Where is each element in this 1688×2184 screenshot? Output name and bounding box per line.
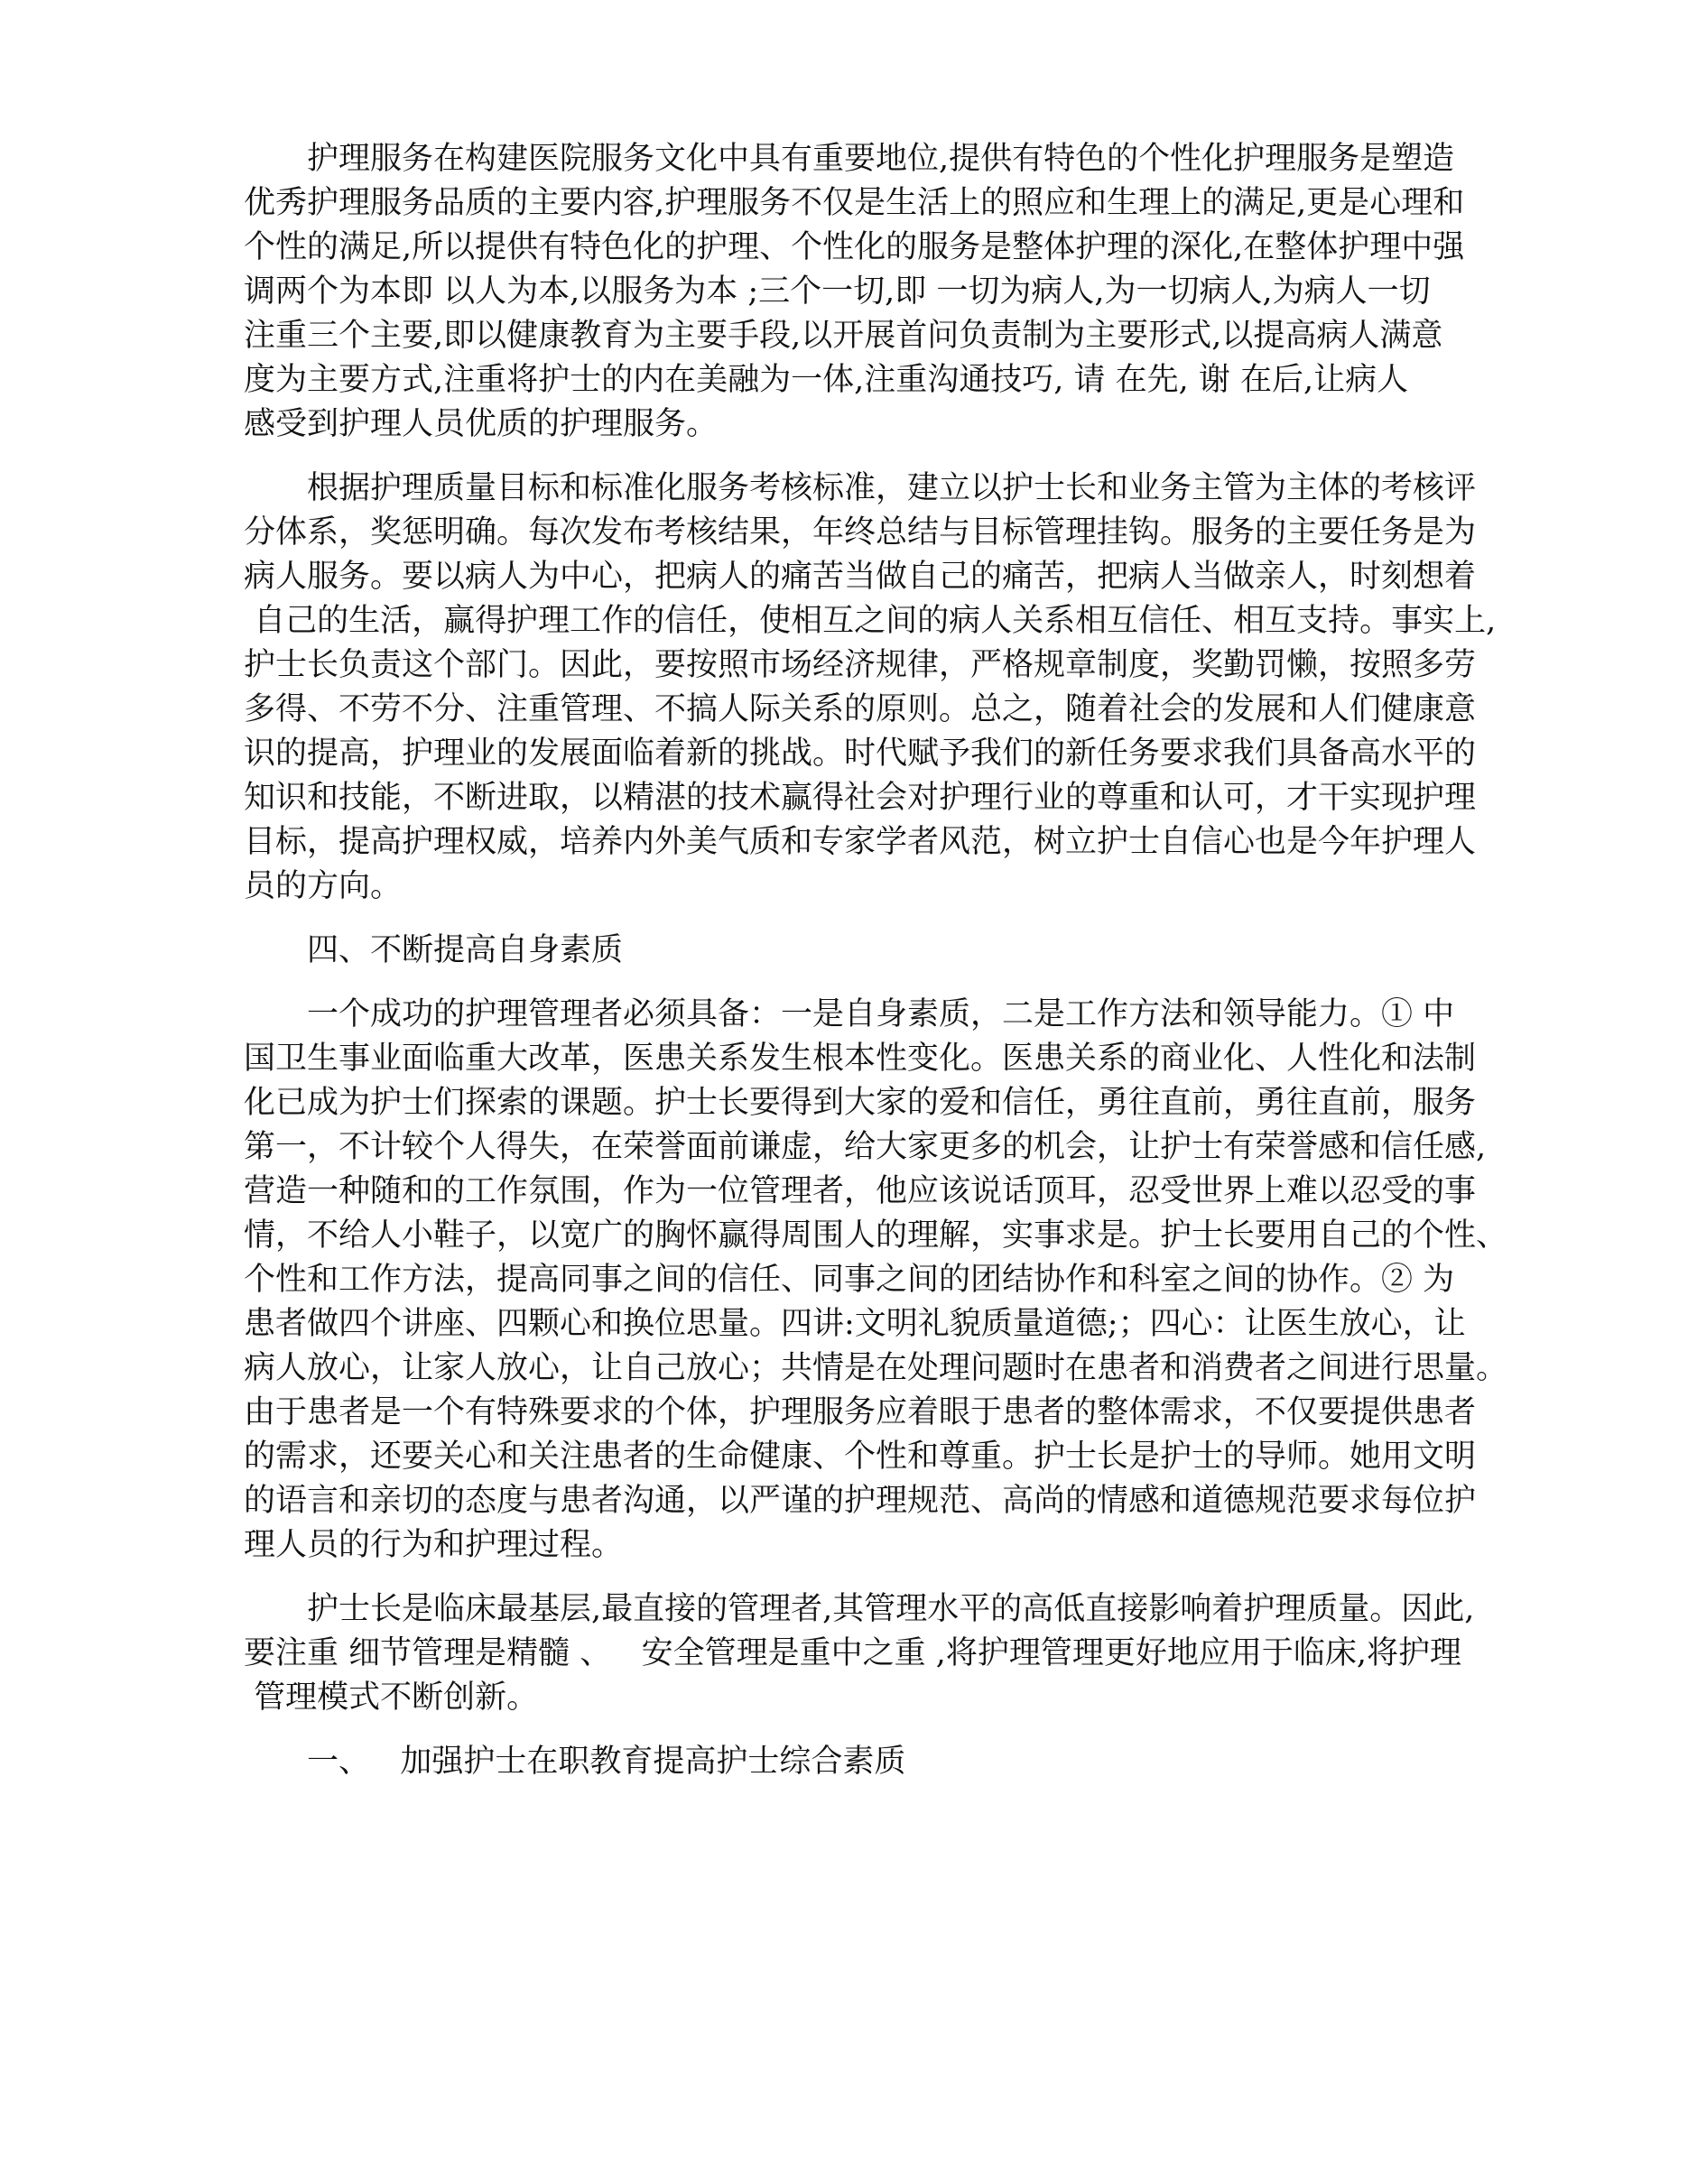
text-line: 调两个为本即 以人为本,以服务为本 ;三个一切,即 一切为病人,为一切病人,为病人一切 bbox=[244, 273, 1431, 310]
paragraph-gap bbox=[244, 1568, 1587, 1587]
text-line: 护士长负责这个部门。因此，要按照市场经济规律，严格规章制度，奖勤罚懒，按照多劳 bbox=[244, 647, 1477, 683]
text-line: 病人服务。要以病人为中心，把病人的痛苦当做自己的痛苦，把病人当做亲人，时刻想着 bbox=[244, 559, 1477, 595]
text-line: 多得、不劳不分、注重管理、不搞人际关系的原则。总之，随着社会的发展和人们健康意 bbox=[244, 691, 1477, 727]
text-line: 病人放心，让家人放心，让自己放心；共情是在处理问题时在患者和消费者之间进行思量。 bbox=[244, 1350, 1508, 1386]
section-heading-one bbox=[244, 1740, 1587, 1784]
paragraph-service-culture bbox=[244, 137, 1587, 447]
text-line: 情，不给人小鞋子，以宽广的胸怀赢得周围人的理解，实事求是。护士长要用自己的个性、 bbox=[244, 1217, 1508, 1254]
text-line: 第一，不计较个人得失，在荣誉面前谦虚，给大家更多的机会，让护士有荣誉感和信任感, bbox=[244, 1129, 1487, 1165]
text-line: 个性和工作方法，提高同事之间的信任、同事之间的团结协作和科室之间的协作。② 为 bbox=[244, 1262, 1455, 1298]
text-line: 识的提高，护理业的发展面临着新的挑战。时代赋予我们的新任务要求我们具备高水平的 bbox=[244, 736, 1477, 772]
text-line: 分体系，奖惩明确。每次发布考核结果，年终总结与目标管理挂钩。服务的主要任务是为 bbox=[244, 514, 1477, 551]
document-body bbox=[244, 137, 1587, 1784]
text-line: 患者做四个讲座、四颗心和换位思量。四讲:文明礼貌质量道德;；四心：让医生放心，让 bbox=[244, 1306, 1466, 1342]
text-line: 国卫生事业面临重大改革，医患关系发生根本性变化。医患关系的商业化、人性化和法制 bbox=[244, 1041, 1477, 1077]
paragraph-gap bbox=[244, 447, 1587, 467]
text-line: 护士长是临床最基层,最直接的管理者,其管理水平的高低直接影响着护理质量。因此, bbox=[307, 1591, 1475, 1627]
text-line: 自己的生活，赢得护理工作的信任，使相互之间的病人关系相互信任、相互支持。事实上, bbox=[244, 603, 1497, 639]
text-line: 个性的满足,所以提供有特色化的护理、个性化的服务是整体护理的深化,在整体护理中强 bbox=[244, 229, 1465, 265]
text-line: 知识和技能，不断进取，以精湛的技术赢得社会对护理行业的尊重和认可，才干实现护理 bbox=[244, 780, 1477, 816]
text-line: 化已成为护士们探索的课题。护士长要得到大家的爱和信任，勇往直前，勇往直前，服务 bbox=[244, 1085, 1477, 1121]
text-line: 目标，提高护理权威，培养内外美气质和专家学者风范，树立护士自信心也是今年护理人 bbox=[244, 824, 1477, 860]
text-line: 由于患者是一个有特殊要求的个体，护理服务应着眼于患者的整体需求，不仅要提供患者 bbox=[244, 1394, 1477, 1430]
heading-text: 四、不断提高自身素质 bbox=[307, 932, 624, 968]
text-line: 要注重 细节管理是精髓 、 安全管理是重中之重 ,将护理管理更好地应用于临床,将护理 bbox=[244, 1635, 1462, 1671]
text-line: 的语言和亲切的态度与患者沟通，以严谨的护理规范、高尚的情感和道德规范要求每位护 bbox=[244, 1483, 1477, 1519]
paragraph-head-nurse bbox=[244, 1587, 1587, 1720]
paragraph-quality-assessment bbox=[244, 467, 1587, 909]
text-line: 的需求，还要关心和关注患者的生命健康、个性和尊重。护士长是护士的导师。她用文明 bbox=[244, 1439, 1477, 1475]
text-line: 度为主要方式,注重将护士的内在美融为一体,注重沟通技巧, 请 在先, 谢 在后,让病人 bbox=[244, 362, 1409, 398]
text-line: 一个成功的护理管理者必须具备：一是自身素质，二是工作方法和领导能力。① 中 bbox=[307, 996, 1455, 1032]
text-line: 理人员的行为和护理过程。 bbox=[244, 1527, 624, 1563]
paragraph-gap bbox=[244, 973, 1587, 993]
section-heading-four bbox=[244, 929, 1587, 973]
text-line: 管理模式不断创新。 bbox=[244, 1680, 539, 1716]
text-line: 注重三个主要,即以健康教育为主要手段,以开展首问负责制为主要形式,以提高病人满意 bbox=[244, 318, 1443, 354]
text-line: 员的方向。 bbox=[244, 868, 403, 904]
paragraph-gap bbox=[244, 1720, 1587, 1740]
text-line: 根据护理质量目标和标准化服务考核标准，建立以护士长和业务主管为主体的考核评 bbox=[307, 470, 1477, 506]
text-line: 营造一种随和的工作氛围，作为一位管理者，他应该说话顶耳，忍受世界上难以忍受的事 bbox=[244, 1173, 1477, 1209]
text-line: 护理服务在构建医院服务文化中具有重要地位,提供有特色的个性化护理服务是塑造 bbox=[307, 141, 1455, 177]
paragraph-manager-qualities bbox=[244, 993, 1587, 1568]
text-line: 优秀护理服务品质的主要内容,护理服务不仅是生活上的照应和生理上的满足,更是心理和 bbox=[244, 185, 1465, 221]
text-line: 感受到护理人员优质的护理服务。 bbox=[244, 406, 719, 442]
paragraph-gap bbox=[244, 909, 1587, 929]
heading-text: 一、 加强护士在职教育提高护士综合素质 bbox=[307, 1744, 906, 1780]
